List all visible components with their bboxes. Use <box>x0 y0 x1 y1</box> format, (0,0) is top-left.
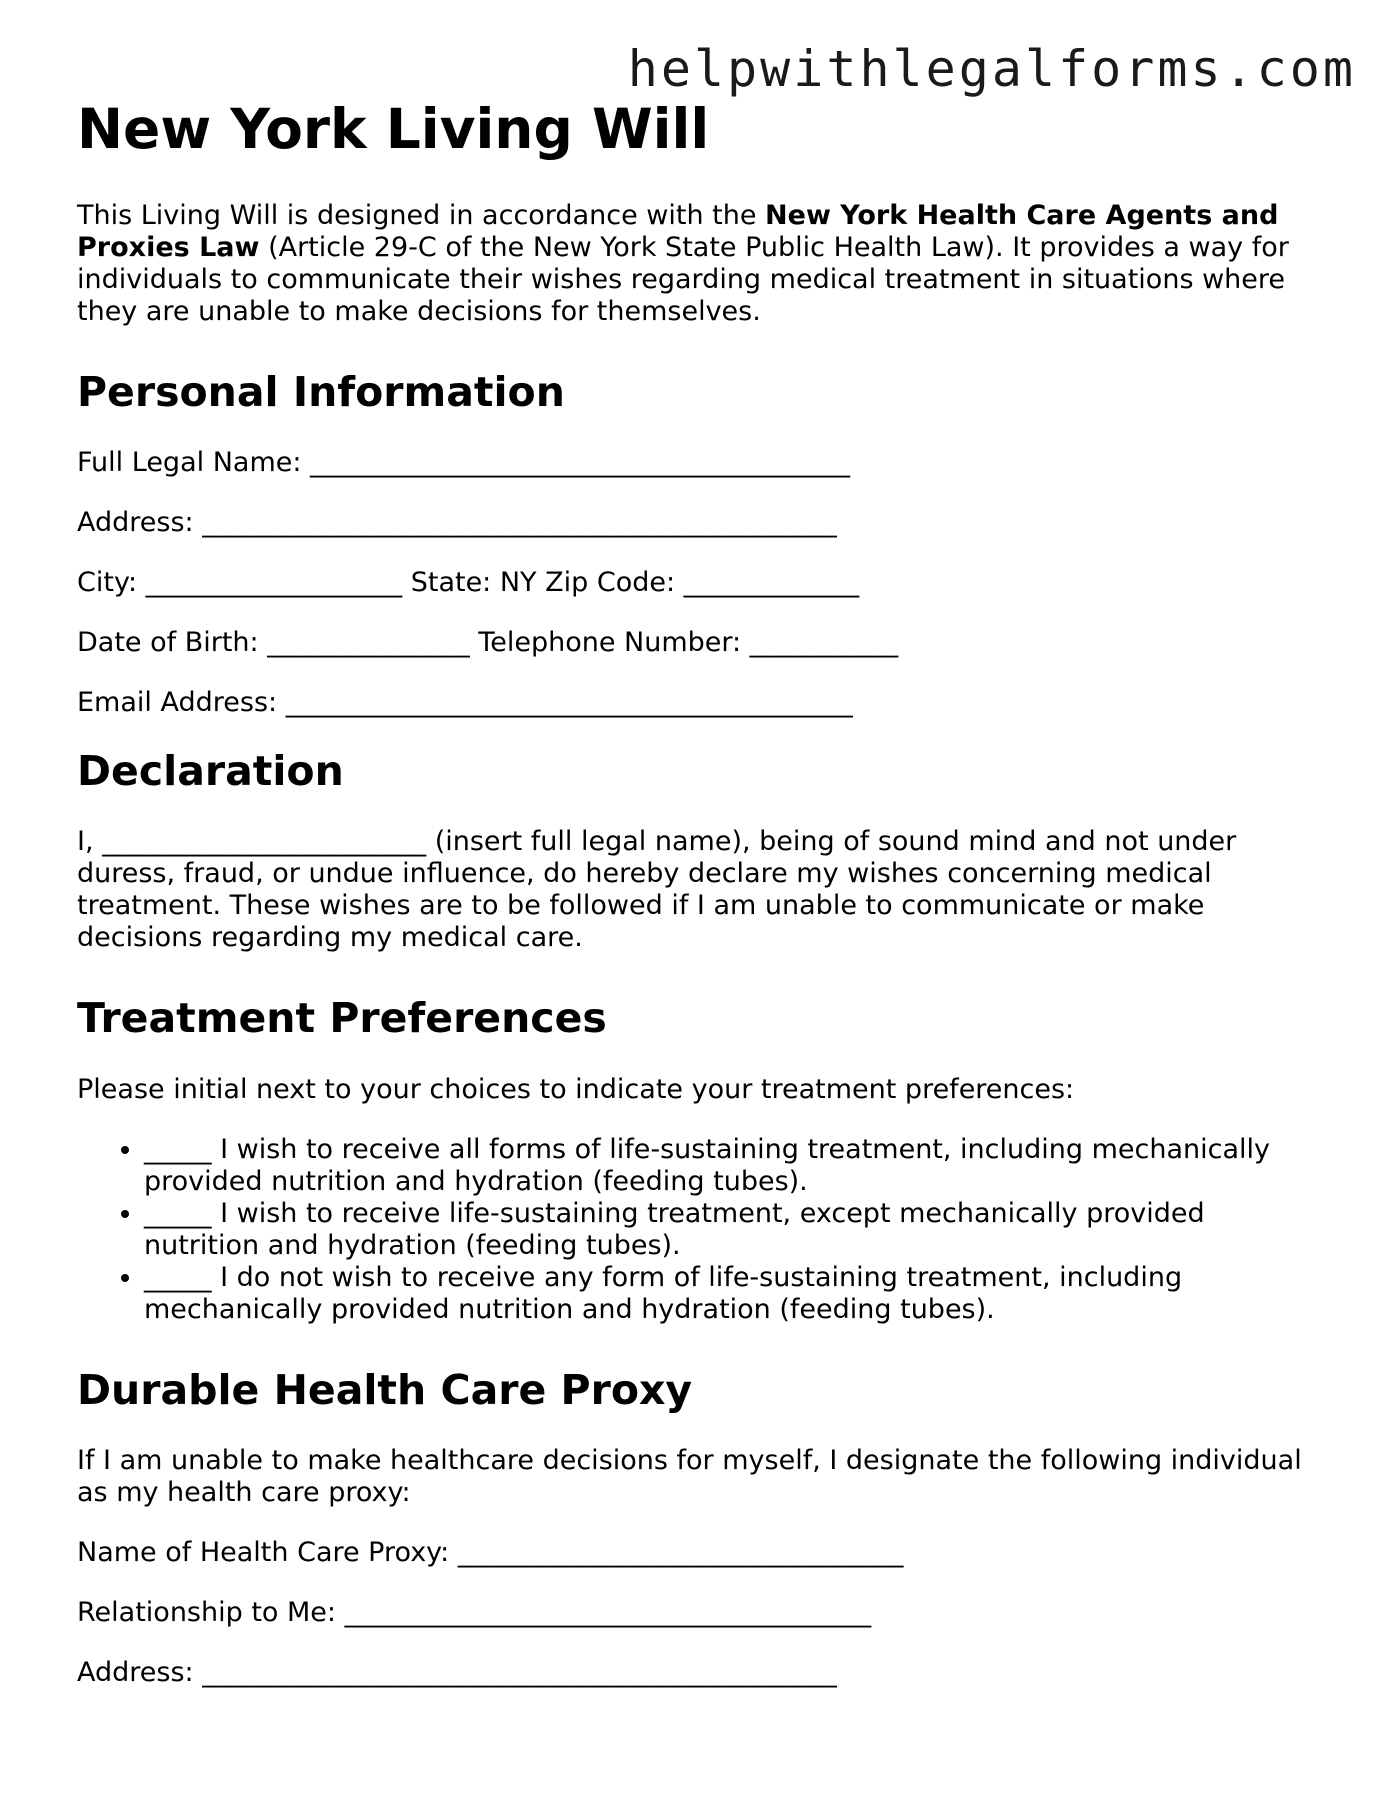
email-field[interactable]: Email Address: __________________________________________ <box>77 687 853 719</box>
law-name: New York Health Care Agents and Proxies Law <box>77 200 1279 263</box>
page-title: New York Living Will <box>77 97 710 161</box>
declaration-text: I, ________________________ (insert full legal name), being of sound mind and not under duress, fraud, or undue influence, do hereby declare my wishes concerning medical treatment. These wishes are to be followed if I am unable to communicate or make decisions regarding my medical care. <box>77 826 1237 954</box>
proxy-name-field[interactable]: Name of Health Care Proxy: _________________________________ <box>77 1536 904 1568</box>
intro-text-after: (Article 29-C of the New York State Public Health Law). It provides a way for individuals to communicate their wishes regarding medical treatment in situations where they are unable to make decisions for themselves. <box>77 232 1289 327</box>
treatment-option-none[interactable]: • _____ I do not wish to receive any form of life-sustaining treatment, including mechanically provided nutrition and hydration (feeding tubes). <box>144 1262 1327 1326</box>
proxy-intro: If I am unable to make healthcare decisions for myself, I designate the following individual as my health care proxy: <box>77 1444 1302 1508</box>
document-body <box>77 96 1327 1717</box>
intro-text-before: This Living Will is designed in accordance with the <box>77 200 766 231</box>
proxy-relationship-field[interactable]: Relationship to Me: _______________________________________ <box>77 1596 872 1628</box>
proxy-heading: Durable Health Care Proxy <box>77 1365 693 1414</box>
treatment-options-list <box>77 1134 1327 1326</box>
personal-info-heading: Personal Information <box>77 368 565 416</box>
dob-phone-field[interactable]: Date of Birth: _______________ Telephone Number: ___________ <box>77 627 899 659</box>
treatment-heading: Treatment Preferences <box>77 994 607 1043</box>
full-name-field[interactable]: Full Legal Name: ________________________________________ <box>77 447 851 479</box>
intro-paragraph <box>77 200 1327 328</box>
proxy-address-field[interactable]: Address: _______________________________________________ <box>77 1656 837 1688</box>
treatment-instruction: Please initial next to your choices to indicate your treatment preferences: <box>77 1073 1075 1105</box>
watermark: helpwithlegalforms.com <box>627 40 1356 98</box>
city-state-zip-field[interactable]: City: ___________________ State: NY Zip Code: _____________ <box>77 567 860 599</box>
treatment-option-except-feeding[interactable]: • _____ I wish to receive life-sustaining treatment, except mechanically provided nutrition and hydration (feeding tubes). <box>144 1198 1327 1262</box>
declaration-heading: Declaration <box>77 747 344 796</box>
treatment-option-all[interactable]: • _____ I wish to receive all forms of life-sustaining treatment, including mechanically provided nutrition and hydration (feeding tubes). <box>144 1134 1327 1198</box>
address-field[interactable]: Address: _______________________________________________ <box>77 507 837 539</box>
